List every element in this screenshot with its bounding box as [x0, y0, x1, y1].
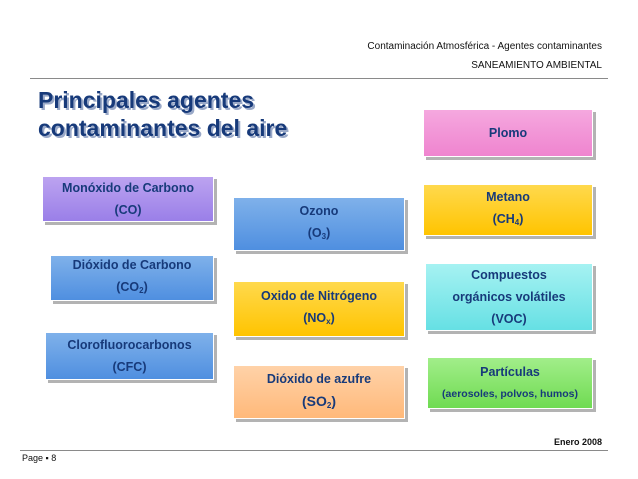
box-name: Ozono — [299, 204, 339, 218]
box-name: Dióxido de azufre — [266, 371, 372, 386]
title-line-1: Principales agentes — [38, 87, 255, 113]
slide-title — [38, 86, 338, 142]
box-line-2: orgánicos volátiles — [452, 290, 566, 304]
box-name: Oxido de Nitrógeno — [261, 289, 377, 303]
box-formula: (CO) — [114, 203, 142, 217]
box-formula: (CFC) — [112, 360, 147, 374]
box-particles — [427, 357, 593, 409]
box-detail: (aerosoles, polvos, humos) — [442, 388, 578, 400]
box-sulfur-dioxide — [233, 365, 405, 419]
page-number: Page ▪ 8 — [22, 453, 57, 463]
box-carbon-dioxide — [50, 255, 214, 301]
box-carbon-monoxide — [42, 176, 214, 222]
box-formula: $(CO_2)$ — [116, 280, 148, 295]
box-methane — [423, 184, 593, 236]
box-name: Dióxido de Carbono — [72, 258, 192, 272]
box-name: Metano — [486, 190, 530, 204]
box-name: Clorofluorocarbonos — [67, 338, 192, 352]
box-ozone — [233, 197, 405, 251]
box-name: Plomo — [488, 126, 528, 140]
box-formula: $(CH_4)$ — [492, 212, 524, 227]
footer-divider — [20, 450, 608, 451]
box-voc — [425, 263, 593, 331]
box-formula: $(O_3)$ — [307, 226, 331, 241]
box-formula: (VOC) — [491, 312, 527, 326]
box-formula: $(SO_2)$ — [301, 392, 336, 410]
footer-date: Enero 2008 — [553, 437, 602, 447]
header-course: SANEAMIENTO AMBIENTAL — [471, 60, 602, 71]
box-name: Partículas — [480, 365, 540, 379]
box-formula: $(NO_x)$ — [303, 311, 335, 326]
header-divider — [30, 78, 608, 79]
box-nitrogen-oxide — [233, 281, 405, 337]
box-line-1: Compuestos — [471, 268, 547, 282]
header-subtitle: Contaminación Atmosférica - Agentes contaminantes — [367, 41, 602, 52]
box-lead — [423, 109, 593, 157]
box-name: Monóxido de Carbono — [62, 181, 194, 195]
title-line-2: contaminantes del aire — [38, 115, 288, 141]
box-cfc — [45, 332, 214, 380]
